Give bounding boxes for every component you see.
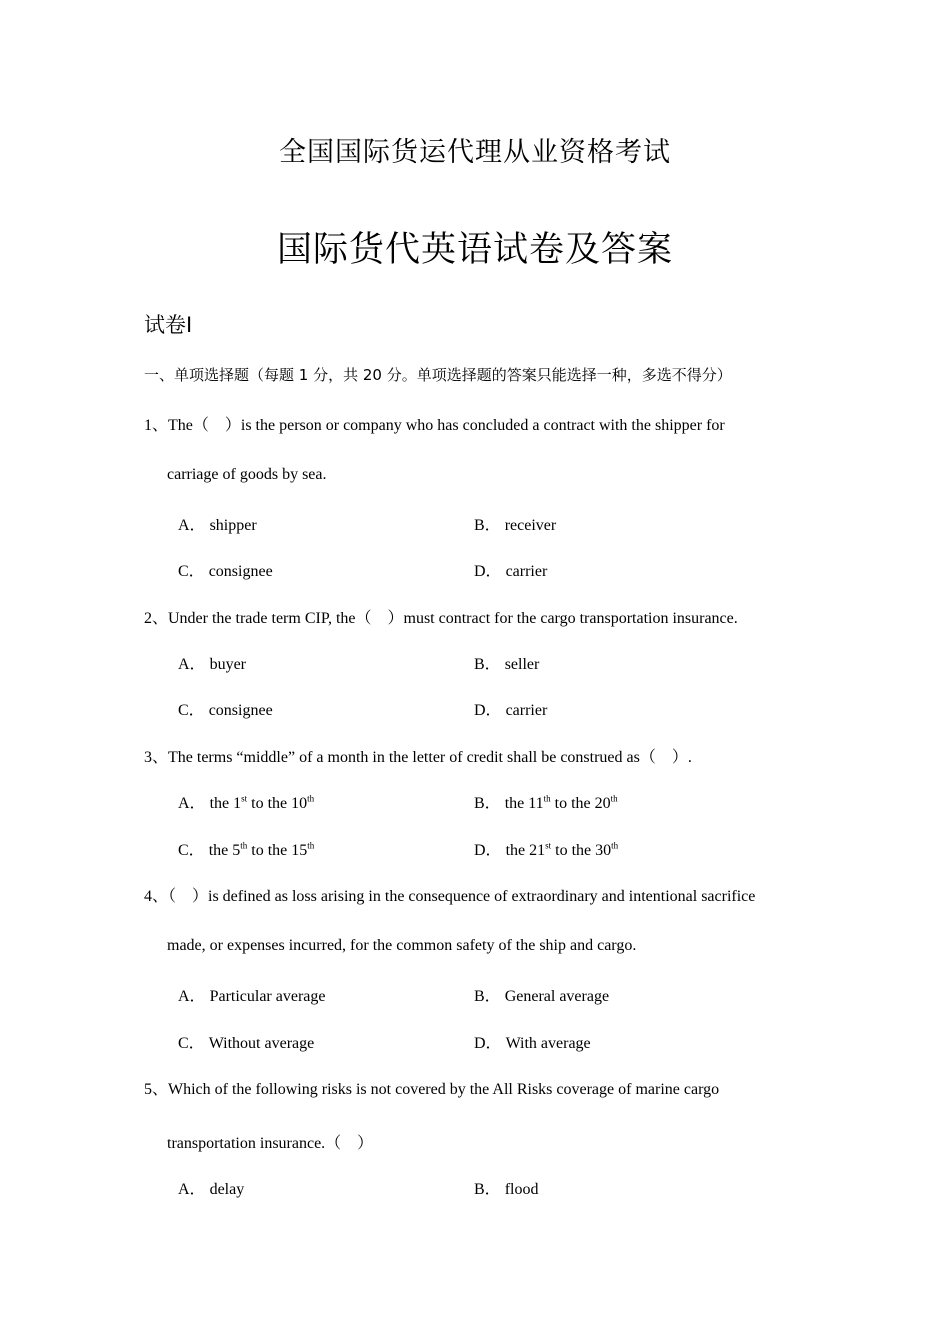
section-heading: 一、单项选择题（每题 1 分，共 20 分。单项选择题的答案只能选择一种，多选不得分） (144, 366, 732, 384)
question-5-option-a (178, 1176, 244, 1199)
option-letter: A． (178, 795, 206, 812)
question-4-option-a (178, 983, 326, 1006)
question-1-text-cont: carriage of goods by sea. (167, 466, 327, 483)
ordinal-suffix: th (543, 793, 551, 804)
ordinal-suffix: th (240, 840, 248, 851)
option-text-part: to the 20 (550, 795, 611, 812)
option-letter: B． (474, 517, 501, 534)
option-letter: D． (474, 1035, 502, 1052)
question-1-option-d (474, 558, 547, 581)
paper-label: 试卷Ⅰ (144, 313, 193, 337)
question-3-option-c (178, 837, 314, 860)
option-text: carrier (505, 563, 548, 580)
option-letter: D． (474, 563, 502, 580)
question-3-text: 3、The terms “middle” of a month in the letter of credit shall be construed as（ ）. (144, 749, 692, 766)
option-letter: C． (178, 702, 205, 719)
option-text: With average (505, 1035, 591, 1052)
question-1-option-b (474, 512, 556, 535)
option-text-part: the 21 (505, 842, 546, 859)
option-letter: D． (474, 842, 502, 859)
option-letter: C． (178, 563, 205, 580)
question-2-option-b (474, 651, 539, 674)
question-1-option-c (178, 558, 273, 581)
question-4-text-cont: made, or expenses incurred, for the common safety of the ship and cargo. (167, 937, 637, 954)
ordinal-suffix: th (307, 793, 315, 804)
ordinal-suffix: th (307, 840, 315, 851)
question-5-text: 5、Which of the following risks is not covered by the All Risks coverage of marine cargo (144, 1081, 720, 1098)
question-2-option-d (474, 697, 547, 720)
question-2-option-c (178, 697, 273, 720)
option-letter: B． (474, 656, 501, 673)
question-4-text: 4、（ ）is defined as loss arising in the consequence of extraordinary and intentional sacrifice (144, 888, 756, 905)
question-4-option-d (474, 1030, 591, 1053)
question-2-option-a (178, 651, 246, 674)
option-letter: A． (178, 1181, 206, 1198)
option-text: delay (209, 1181, 245, 1198)
question-4-option-b (474, 983, 609, 1006)
option-text: Particular average (209, 988, 326, 1005)
option-text: consignee (208, 563, 273, 580)
option-text: General average (504, 988, 610, 1005)
option-text: receiver (504, 517, 557, 534)
option-letter: A． (178, 988, 206, 1005)
ordinal-suffix: st (545, 840, 552, 851)
option-text: seller (504, 656, 540, 673)
option-text-part: the 5 (208, 842, 241, 859)
option-letter: A． (178, 656, 206, 673)
option-text: shipper (209, 517, 257, 534)
option-letter: A． (178, 517, 206, 534)
paper-title: 国际货代英语试卷及答案 (276, 230, 673, 270)
exam-title: 全国国际货运代理从业资格考试 (279, 137, 671, 168)
question-3-option-d (474, 837, 618, 860)
option-letter: D． (474, 702, 502, 719)
option-text-part: the 1 (209, 795, 242, 812)
option-letter: B． (474, 1181, 501, 1198)
question-3-option-b (474, 790, 618, 813)
question-5-option-b (474, 1176, 538, 1199)
question-4-option-c (178, 1030, 314, 1053)
question-1-text: 1、The（ ）is the person or company who has concluded a contract with the shipper for (144, 417, 725, 434)
option-text-part: the 11 (504, 795, 544, 812)
option-text: buyer (209, 656, 246, 673)
question-5-text-cont: transportation insurance.（ ） (167, 1135, 374, 1152)
option-text-part: to the 10 (247, 795, 308, 812)
question-2-text: 2、Under the trade term CIP, the（ ）must contract for the cargo transportation insurance. (144, 610, 738, 627)
option-text: flood (504, 1181, 539, 1198)
option-text-part: to the 15 (247, 842, 308, 859)
option-letter: B． (474, 795, 501, 812)
question-1-option-a (178, 512, 257, 535)
ordinal-suffix: th (610, 793, 618, 804)
option-text-part: to the 30 (551, 842, 612, 859)
option-text: Without average (208, 1035, 315, 1052)
option-text: carrier (505, 702, 548, 719)
ordinal-suffix: st (241, 793, 248, 804)
option-letter: C． (178, 1035, 205, 1052)
ordinal-suffix: th (611, 840, 619, 851)
option-letter: C． (178, 842, 205, 859)
option-letter: B． (474, 988, 501, 1005)
option-text: consignee (208, 702, 273, 719)
question-3-option-a (178, 790, 314, 813)
